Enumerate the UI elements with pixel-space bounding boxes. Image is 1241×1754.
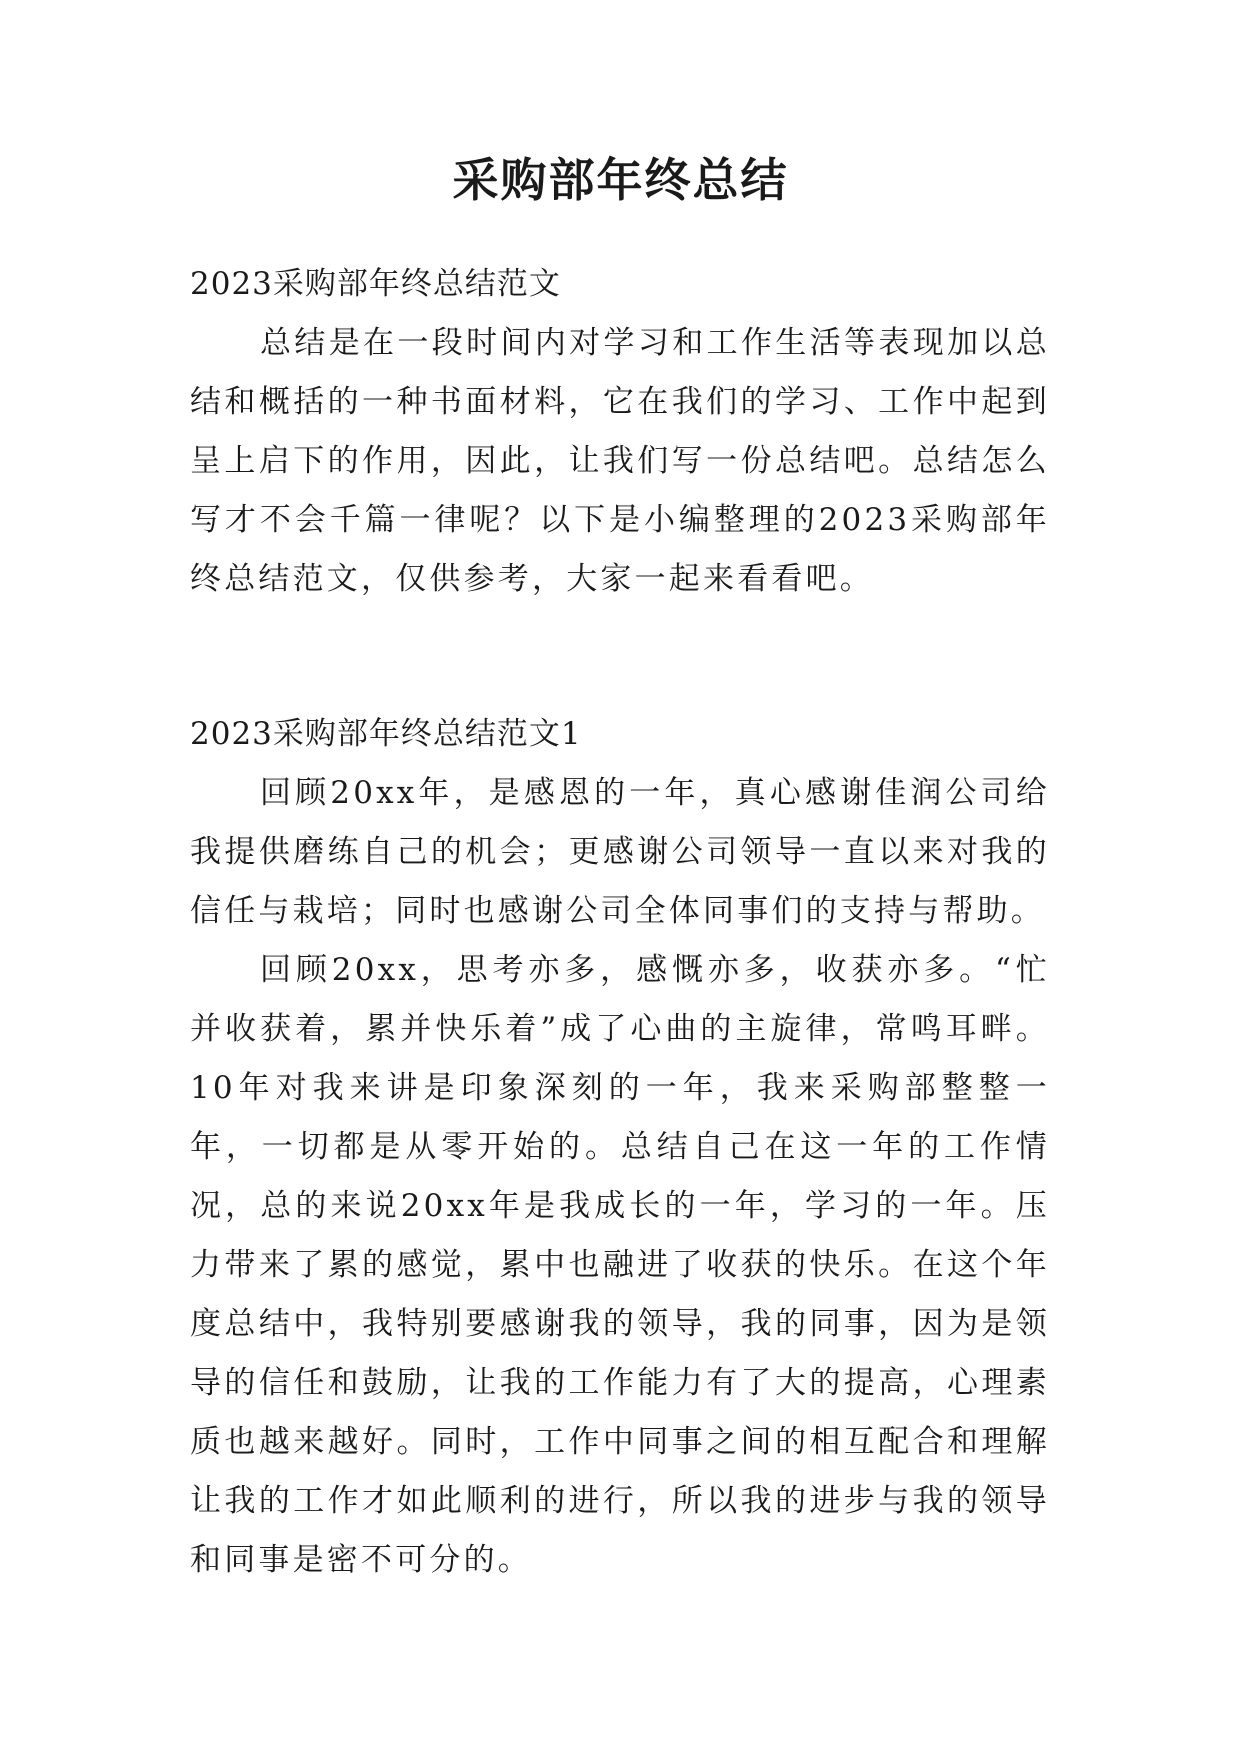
sample-1-section-body	[190, 764, 1050, 1590]
sample-1-paragraph-1: 回顾20xx年，是感恩的一年，真心感谢佳润公司给我提供磨练自己的机会；更感谢公司领导一直以来对我的信任与栽培；同时也感谢公司全体同事们的支持与帮助。	[190, 775, 1050, 929]
intro-section-body	[190, 314, 1050, 609]
document-title: 采购部年终总结	[452, 153, 789, 207]
section-heading-sample-1: 2023采购部年终总结范文1	[190, 716, 582, 752]
section-heading-intro: 2023采购部年终总结范文	[190, 266, 561, 302]
sample-1-paragraph-2: 回顾20xx，思考亦多，感慨亦多，收获亦多。“忙并收获着，累并快乐着”成了心曲的主旋律，常鸣耳畔。10年对我来讲是印象深刻的一年，我来采购部整整一年，一切都是从零开始的。总结自己在这一年的工作情况，总的来说20xx年是我成长的一年，学习的一年。压力带来了累的感觉，累中也融进了收获的快乐。在这个年度总结中，我特别要感谢我的领导，我的同事，因为是领导的信任和鼓励，让我的工作能力有了大的提高，心理素质也越来越好。同时，工作中同事之间的相互配合和理解让我的工作才如此顺利的进行，所以我的进步与我的领导和同事是密不可分的。	[190, 952, 1050, 1578]
intro-paragraph: 总结是在一段时间内对学习和工作生活等表现加以总结和概括的一种书面材料，它在我们的学习、工作中起到呈上启下的作用，因此，让我们写一份总结吧。总结怎么写才不会千篇一律呢？以下是小编整理的2023采购部年终总结范文，仅供参考，大家一起来看看吧。	[190, 325, 1050, 597]
